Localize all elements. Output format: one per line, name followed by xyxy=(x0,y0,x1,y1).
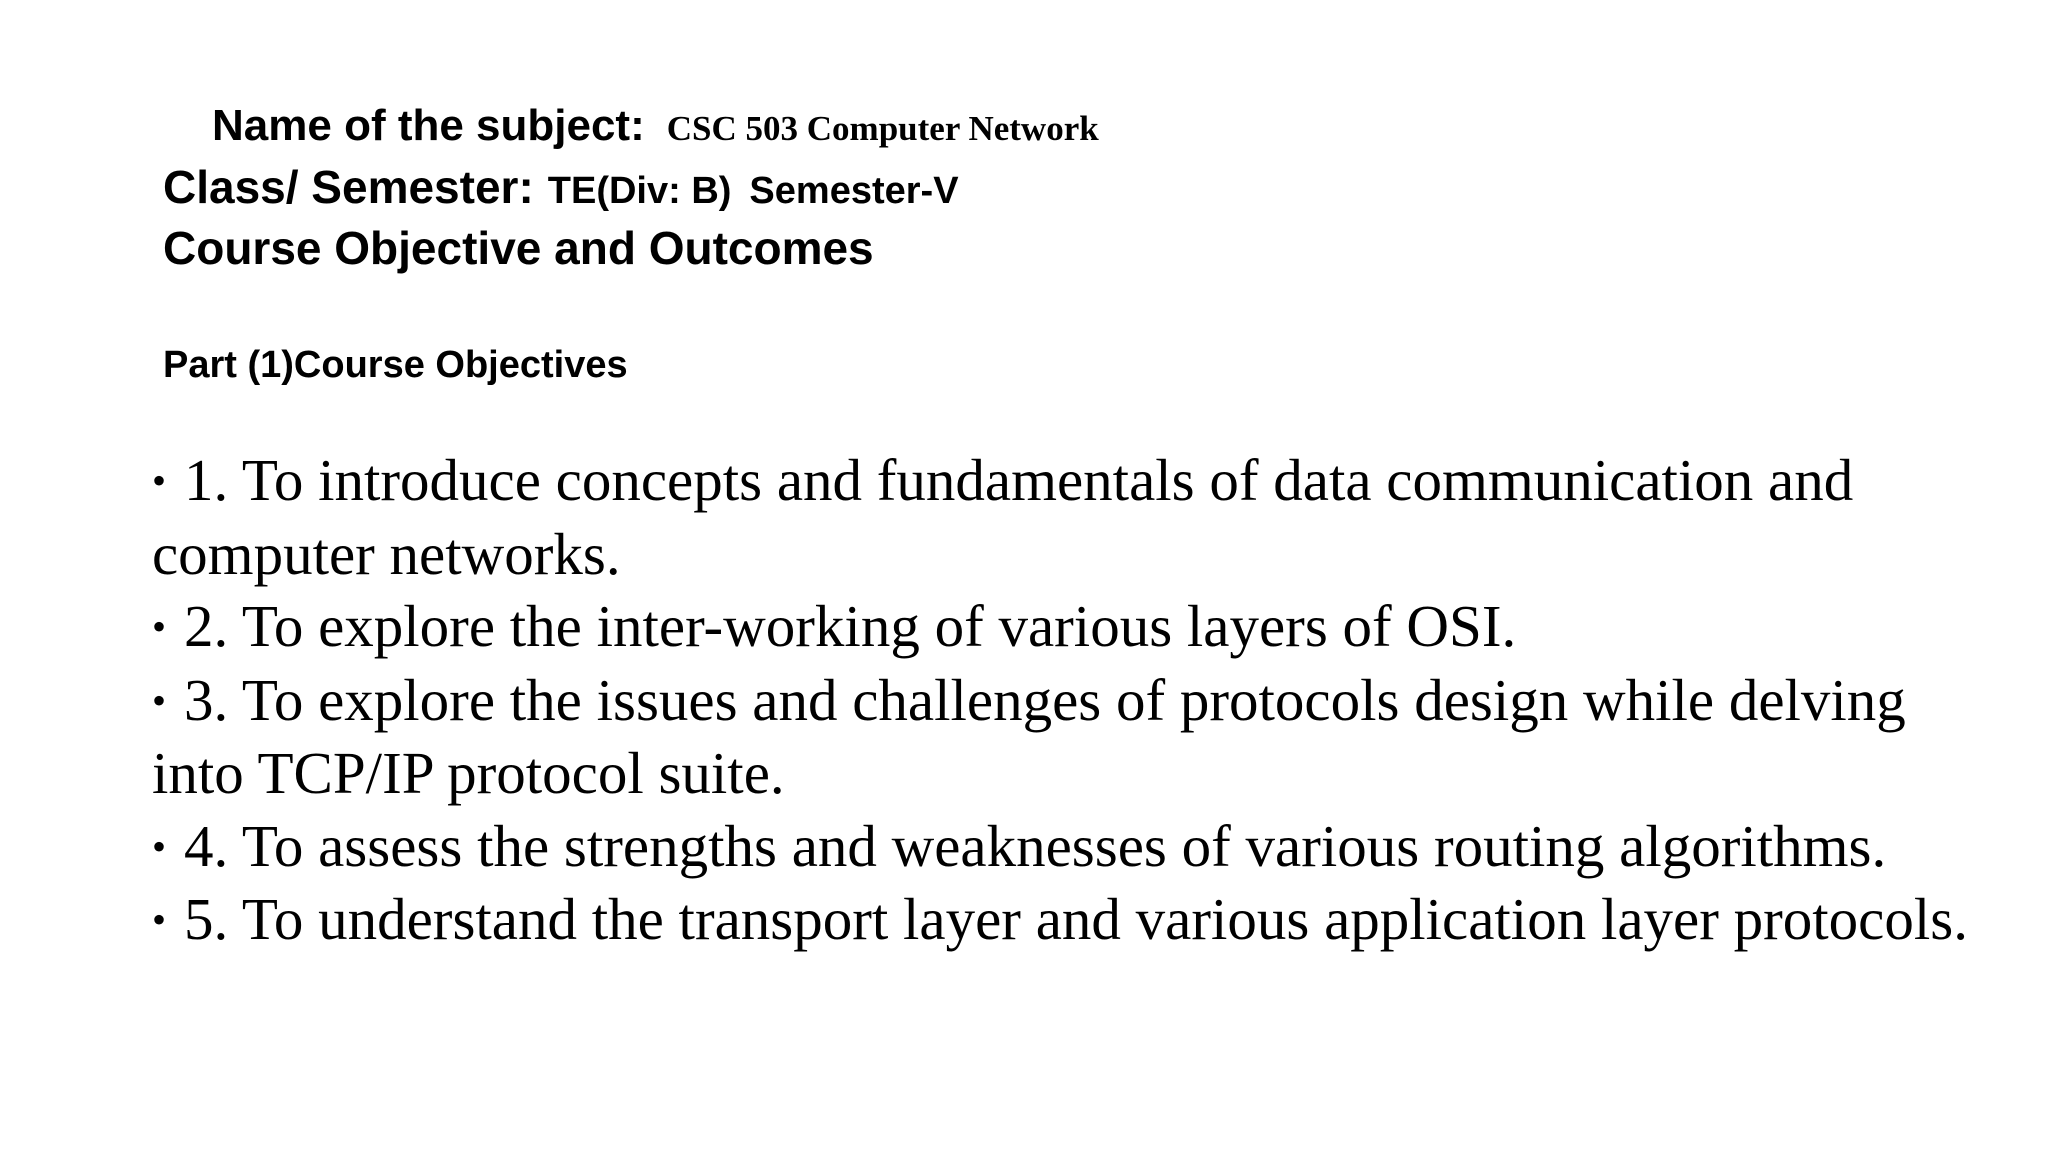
objective-text: 3. To explore the issues and challenges of protocols design while delving into TCP/IP protocol suite. xyxy=(152,666,1906,806)
objective-text: 5. To understand the transport layer and various application layer protocols. xyxy=(184,886,1968,952)
objective-item xyxy=(152,883,2012,957)
objective-item xyxy=(152,590,2012,664)
objective-item xyxy=(152,444,2012,590)
objective-text: 2. To explore the inter-working of various layers of OSI. xyxy=(184,593,1517,659)
objective-text: 4. To assess the strengths and weaknesses of various routing algorithms. xyxy=(184,812,1887,879)
bullet-icon: • xyxy=(152,458,167,503)
part-heading: Part (1)Course Objectives xyxy=(163,344,628,386)
subject-label: Name of the subject: xyxy=(212,101,645,150)
class-value: TE(Div: B) xyxy=(547,170,732,212)
objective-item xyxy=(152,664,2012,810)
class-label: Class/ Semester: xyxy=(163,161,534,213)
semester-value: Semester-V xyxy=(749,170,959,212)
course-heading: Course Objective and Outcomes xyxy=(163,222,874,274)
objective-text: 1. To introduce concepts and fundamentals of data communication and computer networks. xyxy=(152,447,1854,587)
objectives-list xyxy=(152,444,2012,957)
objective-item xyxy=(152,810,2012,884)
bullet-icon: • xyxy=(152,604,167,649)
class-semester-line xyxy=(163,156,959,222)
bullet-icon: • xyxy=(152,677,167,723)
bullet-icon: • xyxy=(152,823,167,869)
subject-line xyxy=(212,96,1099,159)
subject-value: CSC 503 Computer Network xyxy=(666,109,1099,148)
bullet-icon: • xyxy=(152,897,167,942)
